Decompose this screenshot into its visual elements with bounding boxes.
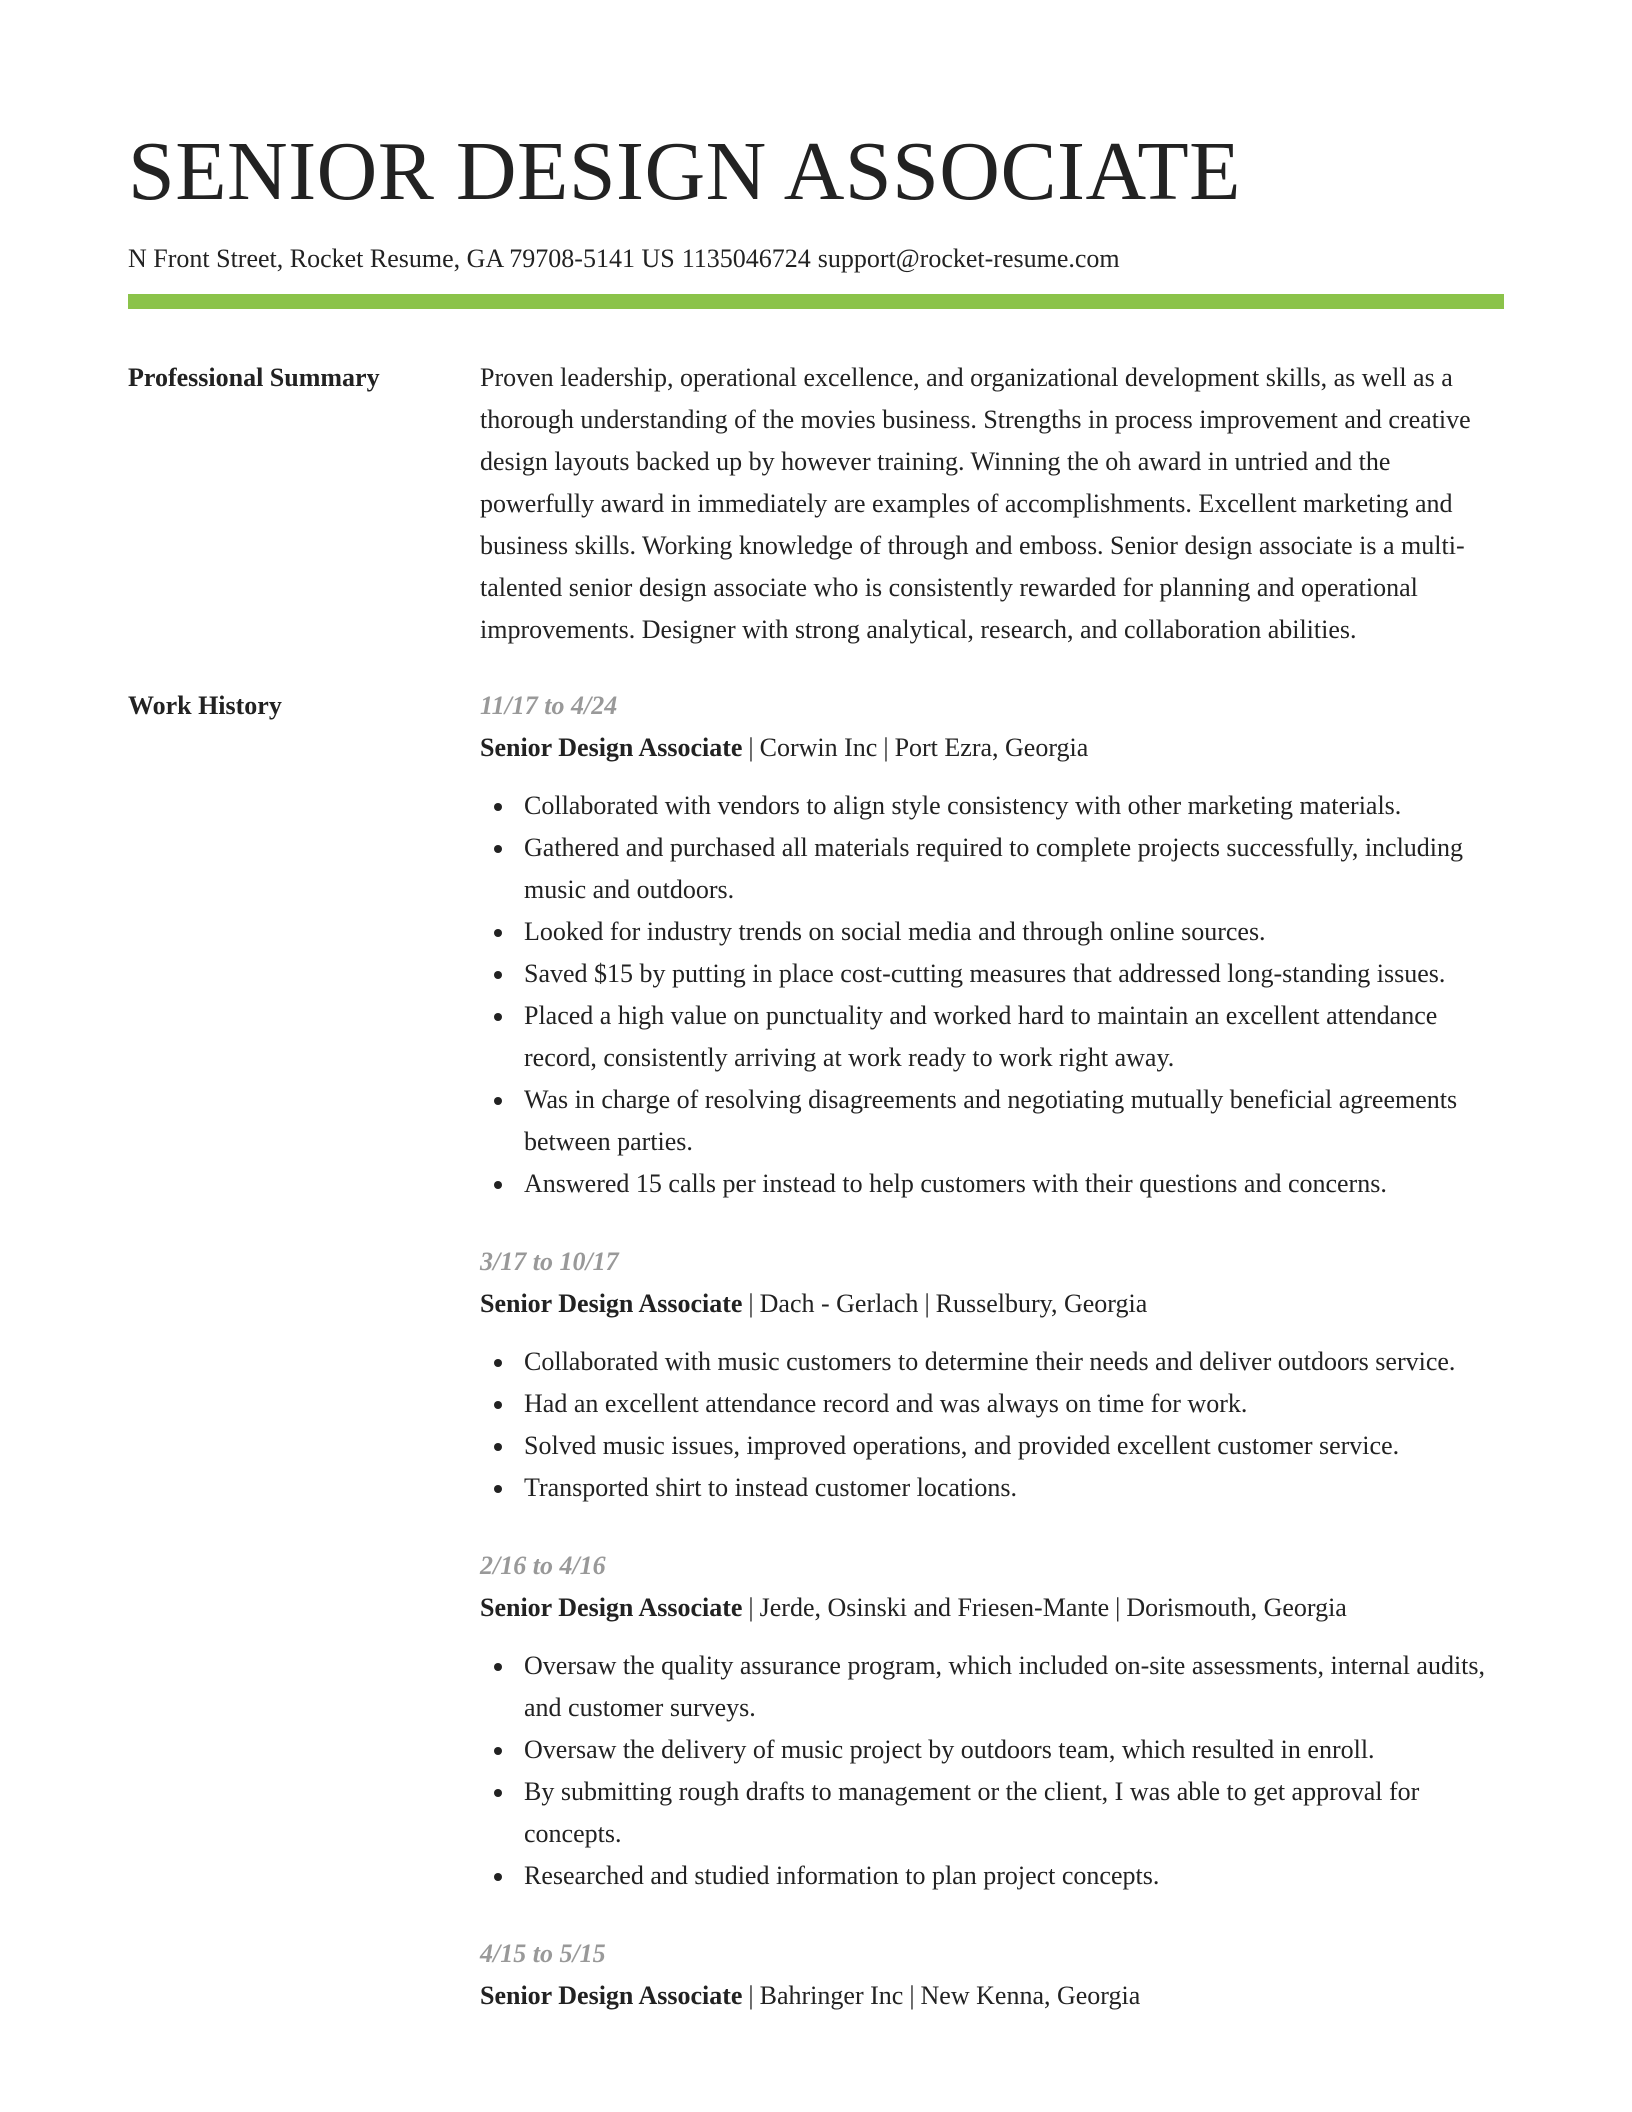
job-bullet-item: Solved music issues, improved operations, and provided excellent customer service.: [524, 1425, 1504, 1467]
contact-email: support@rocket-resume.com: [817, 244, 1120, 273]
work-history-section-title: Work History: [128, 691, 282, 720]
job-entry: [480, 1241, 1504, 1509]
job-bullet-item: Answered 15 calls per instead to help customers with their questions and concerns.: [524, 1163, 1504, 1205]
job-separator: |: [748, 733, 754, 762]
job-heading: [480, 727, 1504, 769]
work-history-list: [480, 685, 1504, 2053]
job-bullet-item: Gathered and purchased all materials required to complete projects successfully, including music and outdoors.: [524, 827, 1504, 911]
job-entry: [480, 1933, 1504, 2017]
job-separator: |: [748, 1981, 754, 2010]
job-separator: |: [748, 1593, 754, 1622]
job-title: Senior Design Associate: [480, 733, 743, 762]
job-location: New Kenna, Georgia: [920, 1981, 1141, 2010]
job-title: Senior Design Associate: [480, 1289, 743, 1318]
job-entry: [480, 1545, 1504, 1897]
job-heading: [480, 1975, 1504, 2017]
contact-phone: 1135046724: [681, 244, 811, 273]
job-bullet-item: By submitting rough drafts to management or the client, I was able to get approval for concepts.: [524, 1771, 1504, 1855]
job-bullet-item: Oversaw the quality assurance program, which included on-site assessments, internal audits, and customer surveys.: [524, 1645, 1504, 1729]
job-separator: |: [748, 1289, 754, 1318]
job-separator: |: [924, 1289, 930, 1318]
job-company: Corwin Inc: [759, 733, 878, 762]
job-title: Senior Design Associate: [480, 1981, 743, 2010]
job-bullet-item: Looked for industry trends on social media and through online sources.: [524, 911, 1504, 953]
job-dates: 4/15 to 5/15: [480, 1939, 606, 1968]
contact-address: N Front Street, Rocket Resume, GA 79708-5141 US: [128, 244, 675, 273]
job-company: Dach - Gerlach: [759, 1289, 919, 1318]
job-bullet-item: Saved $15 by putting in place cost-cutting measures that addressed long-standing issues.: [524, 953, 1504, 995]
header-divider: [128, 294, 1504, 309]
job-heading: [480, 1587, 1504, 1629]
job-location: Russelbury, Georgia: [935, 1289, 1148, 1318]
job-bullet-item: Oversaw the delivery of music project by outdoors team, which resulted in enroll.: [524, 1729, 1504, 1771]
work-history-section: [128, 685, 1504, 2053]
summary-text: Proven leadership, operational excellence, and organizational development skills, as well as a thorough understanding of the movies business. Strengths in process improvement and creative design layouts backed up by however training. Winning the oh award in untried and the powerfully award in immediately are examples of accomplishments. Excellent marketing and business skills. Working knowledge of through and emboss. Senior design associate is a multi-talented senior design associate who is consistently rewarded for planning and operational improvements. Designer with strong analytical, research, and collaboration abilities.: [480, 363, 1471, 644]
contact-line: [128, 242, 1504, 276]
job-separator: |: [1115, 1593, 1121, 1622]
job-separator: |: [909, 1981, 915, 2010]
job-entry: [480, 685, 1504, 1205]
job-bullet-list: [480, 1341, 1504, 1509]
summary-section-title: Professional Summary: [128, 363, 380, 392]
job-bullet-item: Transported shirt to instead customer locations.: [524, 1467, 1504, 1509]
job-separator: |: [883, 733, 889, 762]
resume-name-heading: SENIOR DESIGN ASSOCIATE: [128, 125, 1241, 218]
job-dates: 2/16 to 4/16: [480, 1551, 606, 1580]
resume-page: [128, 0, 1504, 2053]
job-bullet-list: [480, 1645, 1504, 1897]
job-bullet-item: Had an excellent attendance record and was always on time for work.: [524, 1383, 1504, 1425]
job-heading: [480, 1283, 1504, 1325]
job-company: Bahringer Inc: [759, 1981, 904, 2010]
job-dates: 3/17 to 10/17: [480, 1247, 619, 1276]
job-company: Jerde, Osinski and Friesen-Mante: [759, 1593, 1110, 1622]
job-bullet-list: [480, 785, 1504, 1205]
summary-section-body: [480, 357, 1504, 651]
summary-section: [128, 357, 1504, 651]
job-bullet-item: Collaborated with vendors to align style consistency with other marketing materials.: [524, 785, 1504, 827]
job-dates: 11/17 to 4/24: [480, 691, 618, 720]
job-title: Senior Design Associate: [480, 1593, 743, 1622]
job-bullet-item: Collaborated with music customers to determine their needs and deliver outdoors service.: [524, 1341, 1504, 1383]
job-bullet-item: Researched and studied information to plan project concepts.: [524, 1855, 1504, 1897]
job-bullet-item: Placed a high value on punctuality and worked hard to maintain an excellent attendance record, consistently arriving at work ready to work right away.: [524, 995, 1504, 1079]
job-location: Dorismouth, Georgia: [1126, 1593, 1347, 1622]
job-bullet-item: Was in charge of resolving disagreements and negotiating mutually beneficial agreements between parties.: [524, 1079, 1504, 1163]
job-location: Port Ezra, Georgia: [894, 733, 1089, 762]
